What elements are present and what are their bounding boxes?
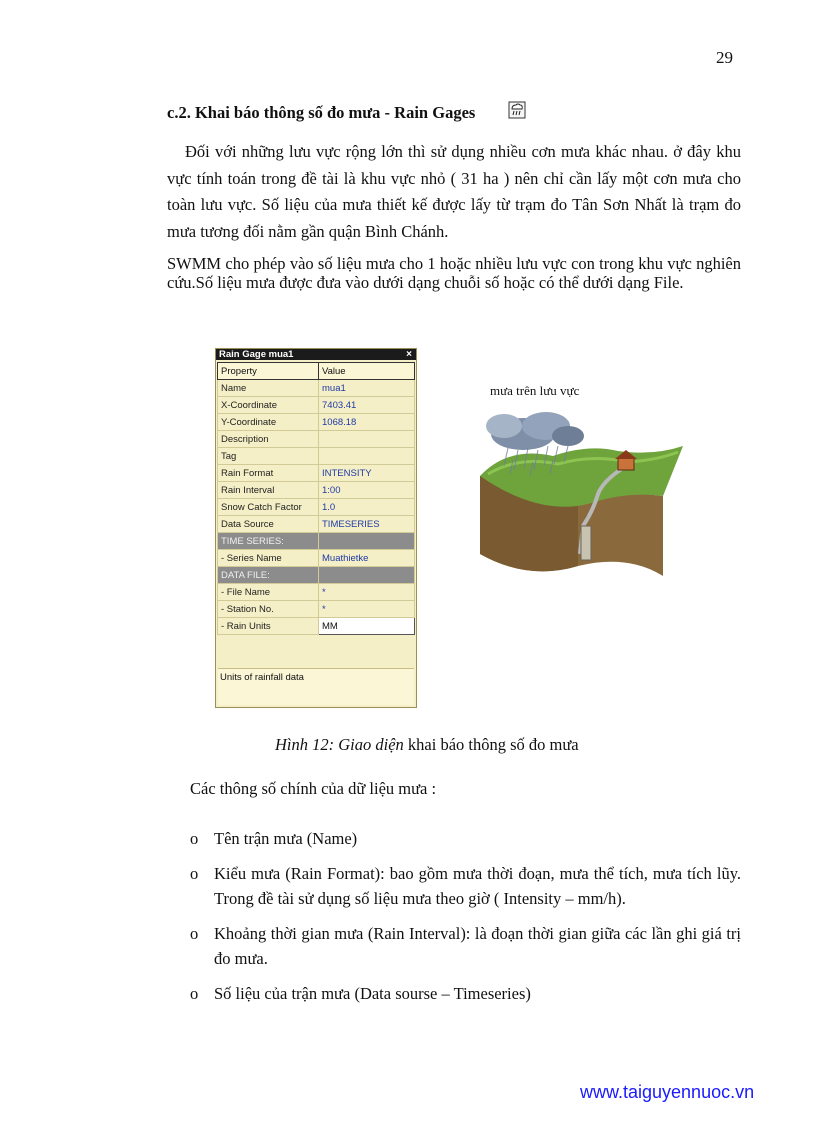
property-name: - Station No. bbox=[218, 601, 319, 618]
property-value[interactable]: INTENSITY bbox=[319, 465, 415, 482]
table-row[interactable] bbox=[218, 499, 415, 516]
section-row-data-file bbox=[218, 567, 415, 584]
table-row[interactable] bbox=[218, 465, 415, 482]
property-description: Units of rainfall data bbox=[218, 668, 414, 705]
property-name: - Rain Units bbox=[218, 618, 319, 635]
property-value[interactable]: 1:00 bbox=[319, 482, 415, 499]
table-row[interactable] bbox=[218, 601, 415, 618]
section-label: DATA FILE: bbox=[218, 567, 319, 584]
list-item-text: Số liệu của trận mưa (Data sourse – Timeseries) bbox=[214, 984, 531, 1003]
caption-italic: Hình 12: Giao diện bbox=[275, 735, 404, 754]
list-item-text: Tên trận mưa (Name) bbox=[214, 829, 358, 848]
property-value[interactable] bbox=[319, 431, 415, 448]
list-item bbox=[190, 921, 741, 971]
table-row[interactable] bbox=[218, 618, 415, 635]
bullet-marker: o bbox=[190, 984, 199, 1003]
bullet-marker: o bbox=[190, 924, 199, 943]
caption-rest: khai báo thông số đo mưa bbox=[403, 735, 579, 754]
table-row[interactable] bbox=[218, 516, 415, 533]
property-value[interactable]: 1.0 bbox=[319, 499, 415, 516]
illustration-label: mưa trên lưu vực bbox=[490, 383, 580, 398]
section-value bbox=[319, 533, 415, 550]
bullet-marker: o bbox=[190, 864, 199, 883]
rain-gage-property-panel bbox=[215, 348, 417, 708]
list-lead: Các thông số chính của dữ liệu mưa : bbox=[190, 779, 437, 798]
property-table bbox=[217, 362, 415, 635]
rain-units-input[interactable]: MM bbox=[319, 618, 415, 635]
property-value[interactable]: mua1 bbox=[319, 380, 415, 397]
table-row[interactable] bbox=[218, 380, 415, 397]
close-icon[interactable]: × bbox=[406, 349, 412, 360]
property-table-header bbox=[218, 363, 415, 380]
property-column-header: Property bbox=[218, 363, 319, 380]
list-item-text: Kiểu mưa (Rain Format): bao gồm mưa thời đoạn, mưa thể tích, mưa tích lũy. Trong đề tài sử dụng số liệu mưa theo giờ ( Intensity – mm/h). bbox=[214, 864, 741, 908]
property-value[interactable]: TIMESERIES bbox=[319, 516, 415, 533]
rainfall-illustration bbox=[468, 376, 686, 598]
figure-caption bbox=[275, 735, 579, 755]
property-name: Snow Catch Factor bbox=[218, 499, 319, 516]
property-value[interactable] bbox=[319, 448, 415, 465]
table-row[interactable] bbox=[218, 431, 415, 448]
property-name: Y-Coordinate bbox=[218, 414, 319, 431]
property-value[interactable]: 1068.18 bbox=[319, 414, 415, 431]
list-item bbox=[190, 826, 741, 851]
property-value[interactable]: 7403.41 bbox=[319, 397, 415, 414]
section-label: TIME SERIES: bbox=[218, 533, 319, 550]
table-row[interactable] bbox=[218, 448, 415, 465]
table-row[interactable] bbox=[218, 550, 415, 567]
property-name: Rain Format bbox=[218, 465, 319, 482]
property-name: Data Source bbox=[218, 516, 319, 533]
property-name: Rain Interval bbox=[218, 482, 319, 499]
parameter-list bbox=[190, 826, 741, 1016]
table-row[interactable] bbox=[218, 397, 415, 414]
property-value[interactable]: * bbox=[319, 601, 415, 618]
value-column-header: Value bbox=[319, 363, 415, 380]
table-row[interactable] bbox=[218, 414, 415, 431]
property-name: - Series Name bbox=[218, 550, 319, 567]
list-item bbox=[190, 981, 741, 1006]
property-name: - File Name bbox=[218, 584, 319, 601]
table-row[interactable] bbox=[218, 584, 415, 601]
swmm-paragraph: SWMM cho phép vào số liệu mưa cho 1 hoặc nhiều lưu vực con trong khu vực nghiên cứu.Số liệu mưa được đưa vào dưới dạng chuỗi số hoặc có thể dưới dạng File. bbox=[167, 254, 741, 292]
property-name: Name bbox=[218, 380, 319, 397]
property-value[interactable]: Muathietke bbox=[319, 550, 415, 567]
section-row-time-series bbox=[218, 533, 415, 550]
bullet-marker: o bbox=[190, 829, 199, 848]
property-value[interactable]: * bbox=[319, 584, 415, 601]
intro-paragraph-text: Đối với những lưu vực rộng lớn thì sử dụng nhiều cơn mưa khác nhau. ở đây khu vực tính toán trong đề tài là khu vực nhỏ ( 31 ha ) nên chỉ cần lấy một cơn mưa cho toàn lưu vực. Số liệu của mưa thiết kế được lấy từ trạm đo Tân Sơn Nhất là trạm đo mưa tương đối nằm gần quận Bình Chánh. bbox=[167, 142, 741, 241]
list-item bbox=[190, 861, 741, 911]
panel-titlebar bbox=[216, 349, 416, 360]
property-name: X-Coordinate bbox=[218, 397, 319, 414]
page-number: 29 bbox=[716, 48, 733, 67]
list-item-text: Khoảng thời gian mưa (Rain Interval): là đoạn thời gian giữa các lần ghi giá trị đo mưa. bbox=[214, 924, 741, 968]
rain-gage-icon bbox=[508, 101, 526, 119]
property-name: Tag bbox=[218, 448, 319, 465]
section-heading: c.2. Khai báo thông số đo mưa - Rain Gages bbox=[167, 103, 476, 122]
panel-title: Rain Gage mua1 bbox=[219, 349, 294, 360]
watershed-drawing bbox=[468, 376, 686, 598]
footer-link[interactable]: www.taiguyennuoc.vn bbox=[580, 1082, 755, 1102]
table-row[interactable] bbox=[218, 482, 415, 499]
intro-paragraph bbox=[167, 139, 741, 245]
section-value bbox=[319, 567, 415, 584]
property-name: Description bbox=[218, 431, 319, 448]
